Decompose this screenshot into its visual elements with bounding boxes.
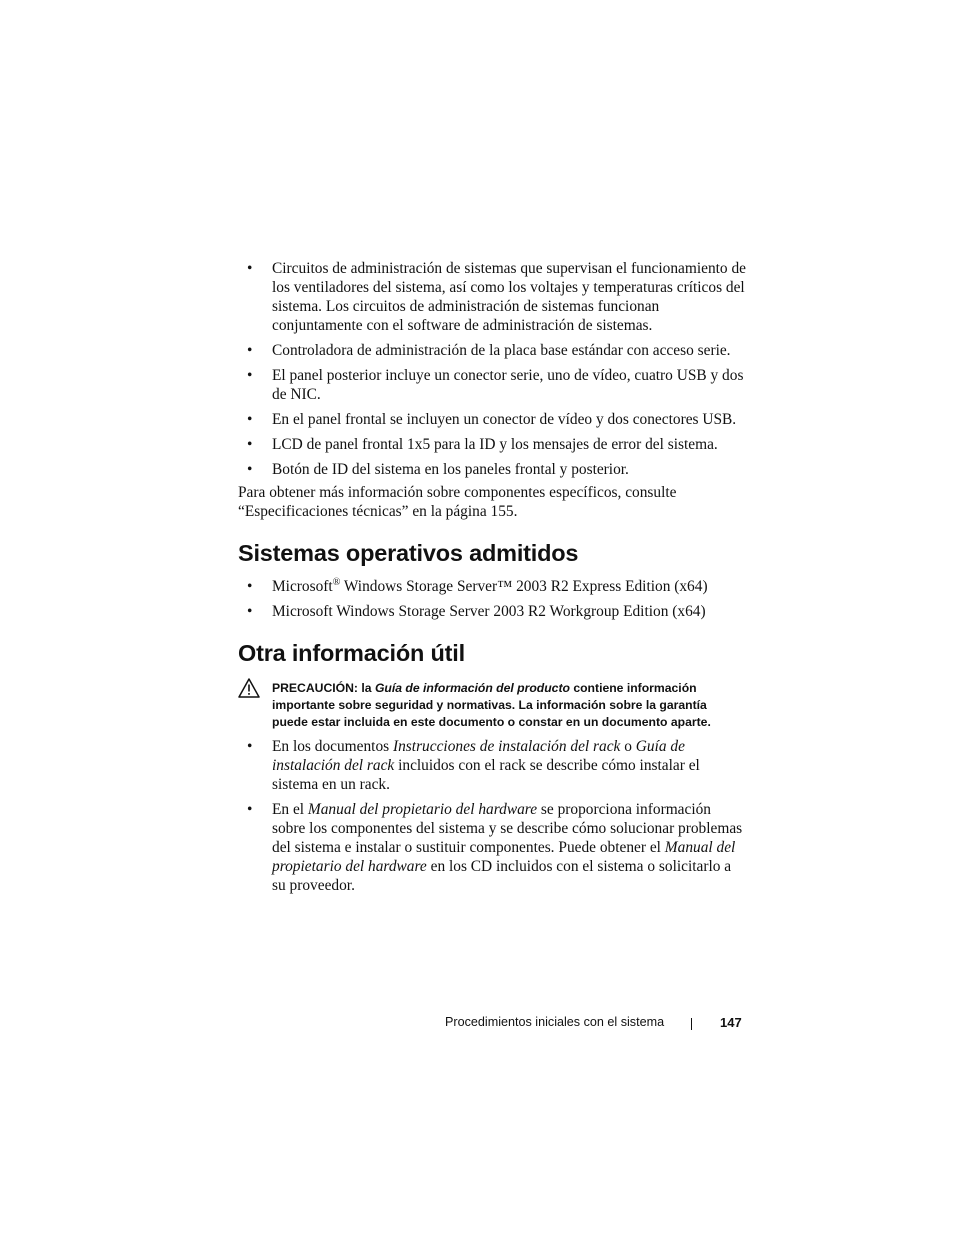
list-item: • Microsoft Windows Storage Server 2003 R2 Workgroup Edition (x64)	[238, 602, 748, 621]
info-list	[238, 737, 748, 901]
list-item: • Circuitos de administración de sistemas que supervisan el funcionamiento de los ventiladores del sistema, así como los voltajes y temperaturas críticos del sistema. Los circuitos de administración de sistemas funcionan conjuntamente con el software de administración de sistemas.	[238, 259, 748, 335]
doc-title: Manual del propietario del hardware	[272, 839, 736, 875]
caution-text	[272, 680, 742, 731]
doc-title: Manual del propietario del hardware	[307, 801, 538, 818]
list-item: • LCD de panel frontal 1x5 para la ID y los mensajes de error del sistema.	[238, 435, 748, 454]
os-name-rest: Windows Storage Server™ 2003 R2 Express Edition (x64)	[340, 578, 708, 595]
list-item: • Controladora de administración de la placa base estándar con acceso serie.	[238, 341, 748, 360]
caution-label: PRECAUCIÓN:	[272, 681, 358, 695]
section-heading-os: Sistemas operativos admitidos	[238, 540, 579, 566]
caution-text-part: contiene información importante sobre seguridad y normativas. La información sobre la garantía puede estar incluida en este documento o constar en un documento aparte.	[272, 681, 711, 729]
text-part: se proporciona información sobre los componentes del sistema y se describe cómo solucionar problemas del sistema e instalar o sustituir componentes. Puede obtener el	[272, 801, 743, 856]
page-footer	[0, 1015, 954, 1035]
text-part: En el	[272, 801, 308, 818]
doc-title: Guía de información del producto	[374, 681, 570, 695]
list-item: • En el panel frontal se incluyen un conector de vídeo y dos conectores USB.	[238, 410, 748, 429]
text-part: En los documentos	[272, 738, 393, 755]
doc-title: Instrucciones de instalación del rack	[392, 738, 621, 755]
list-item	[238, 737, 748, 794]
page-number: 147	[720, 1015, 742, 1030]
footer-divider	[691, 1018, 692, 1030]
feature-bullet-list	[238, 259, 748, 485]
list-item: • Botón de ID del sistema en los paneles frontal y posterior.	[238, 460, 748, 479]
text-part: o	[620, 738, 636, 755]
warning-triangle-icon	[238, 678, 260, 698]
list-item	[238, 800, 748, 895]
footer-chapter-title: Procedimientos iniciales con el sistema	[445, 1015, 665, 1029]
caution-text-part: la	[358, 681, 375, 695]
specs-reference-paragraph: Para obtener más información sobre componentes específicos, consulte “Especificaciones técnicas” en la página 155.	[238, 484, 677, 520]
os-name-prefix: Microsoft	[272, 578, 333, 595]
registered-mark: ®	[332, 576, 341, 588]
text-part: en los CD incluidos con el sistema o solicitarlo a su proveedor.	[272, 858, 732, 894]
doc-title: Guía de instalación del rack	[272, 738, 685, 774]
section-heading-info: Otra información útil	[238, 640, 465, 666]
text-part: incluidos con el rack se describe cómo instalar el sistema en un rack.	[272, 757, 700, 793]
list-item: • El panel posterior incluye un conector serie, uno de vídeo, cuatro USB y dos de NIC.	[238, 366, 748, 404]
list-item	[238, 577, 748, 596]
os-list	[238, 577, 748, 627]
